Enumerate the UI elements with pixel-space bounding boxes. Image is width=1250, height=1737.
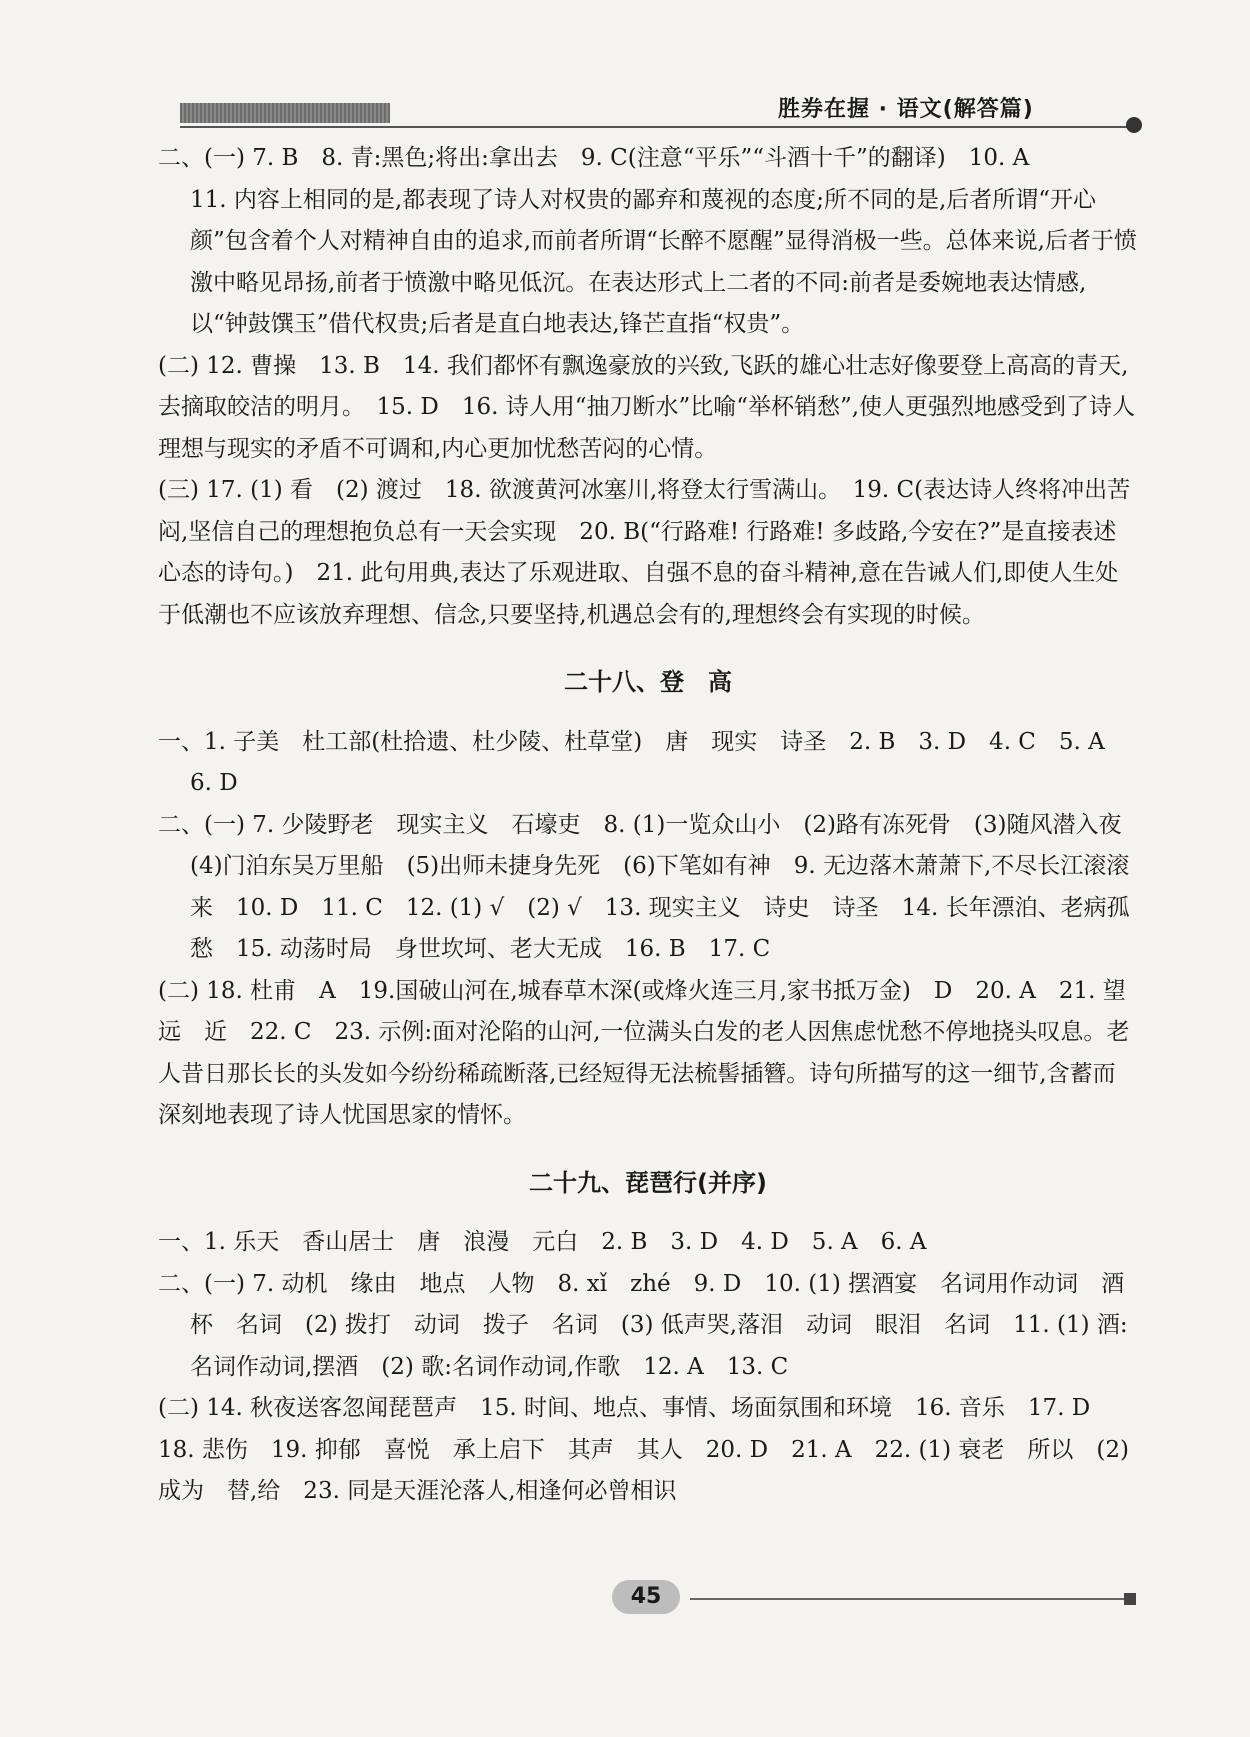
header-bar-decoration <box>180 103 390 123</box>
answer-paragraph: 二、(一) 7. 动机 缘由 地点 人物 8. xǐ zhé 9. D 10. (1) 摆酒宴 名词用作动词 酒杯 名词 (2) 拨打 动词 拨子 名词 (3) 低声哭,落泪 动词 眼泪 名词 11. (1) 酒:名词作动词,摆酒 (2) 歌:名词作动词,作歌 12. A 13. C <box>158 1270 1128 1380</box>
answer-paragraph: 二、(一) 7. B 8. 青:黑色;将出:拿出去 9. C(注意“平乐”“斗酒十千”的翻译) 10. A <box>158 145 1030 171</box>
answer-paragraph: (二) 12. 曹操 13. B 14. 我们都怀有飘逸豪放的兴致,飞跃的雄心壮志好像要登上高高的青天,去摘取皎洁的明月。 15. D 16. 诗人用“抽刀断水”比喻“举杯销愁”,使人更强烈地感受到了诗人理想与现实的矛盾不可调和,内心更加忧愁苦闷的心情。 <box>158 352 1136 462</box>
answer-paragraph: 二、(一) 7. 少陵野老 现实主义 石壕吏 8. (1)一览众山小 (2)路有冻死骨 (3)随风潜入夜 (4)门泊东吴万里船 (5)出师未捷身先死 (6)下笔如有神 9. 无边落木萧萧下,不尽长江滚滚来 10. D 11. C 12. (1) √ (2) √ 13. 现实主义 诗史 诗圣 14. 长年漂泊、老病孤愁 15. 动荡时局 身世坎坷、老大无成 16. B 17. C <box>158 811 1145 962</box>
answer-paragraph: 一、1. 子美 杜工部(杜拾遗、杜少陵、杜草堂) 唐 现实 诗圣 2. B 3. D 4. C 5. A 6. D <box>158 728 1128 796</box>
footer-square <box>1124 1593 1136 1605</box>
section-title: 二十九、琵琶行(并序) <box>529 1168 767 1197</box>
footer-rule <box>690 1598 1130 1600</box>
page-number: 45 <box>612 1580 680 1614</box>
answer-paragraph: (二) 14. 秋夜送客忽闻琵琶声 15. 时间、地点、事情、场面氛围和环境 16. 音乐 17. D 18. 悲伤 19. 抑郁 喜悦 承上启下 其声 其人 20. D 21. A 22. (1) 衰老 所以 (2) 成为 替,给 23. 同是天涯沦落人,相逢何必曾相识 <box>158 1395 1129 1504</box>
section-title: 二十八、登 高 <box>564 668 732 696</box>
header-rule <box>180 126 1130 128</box>
header-title: 胜券在握 · 语文(解答篇) <box>778 97 1034 122</box>
answer-paragraph: (二) 18. 杜甫 A 19.国破山河在,城春草木深(或烽火连三月,家书抵万金) D 20. A 21. 望 远 近 22. C 23. 示例:面对沦陷的山河,一位满头白发的老人因焦虑忧愁不停地挠头叹息。老人昔日那长长的头发如今纷纷稀疏断落,已经短得无法梳髻插簪。诗句所描写的这一细节,含蓄而深刻地表现了诗人忧国思家的情怀。 <box>158 977 1149 1128</box>
header-dot <box>1126 117 1142 133</box>
page-content <box>158 138 1149 1513</box>
answer-paragraph: 一、1. 乐天 香山居士 唐 浪漫 元白 2. B 3. D 4. D 5. A 6. A <box>158 1229 927 1255</box>
answer-paragraph: (三) 17. (1) 看 (2) 渡过 18. 欲渡黄河冰塞川,将登太行雪满山。 19. C(表达诗人终将冲出苦闷,坚信自己的理想抱负总有一天会实现 20. B(“行路难! 行路难! 多歧路,今安在?”是直接表述心态的诗句。) 21. 此句用典,表达了乐观进取、自强不息的奋斗精神,意在告诫人们,即使人生处于低潮也不应该放弃理想、信念,只要坚持,机遇总会有的,理想终会有实现的时候。 <box>158 477 1131 628</box>
answer-paragraph: 11. 内容上相同的是,都表现了诗人对权贵的鄙弃和蔑视的态度;所不同的是,后者所谓“开心颜”包含着个人对精神自由的追求,而前者所谓“长醉不愿醒”显得消极一些。总体来说,后者于愤激中略见昂扬,前者于愤激中略见低沉。在表达形式上二者的不同:前者是委婉地表达情感,以“钟鼓馔玉”借代权贵;后者是直白地表达,锋芒直指“权贵”。 <box>190 186 1137 337</box>
